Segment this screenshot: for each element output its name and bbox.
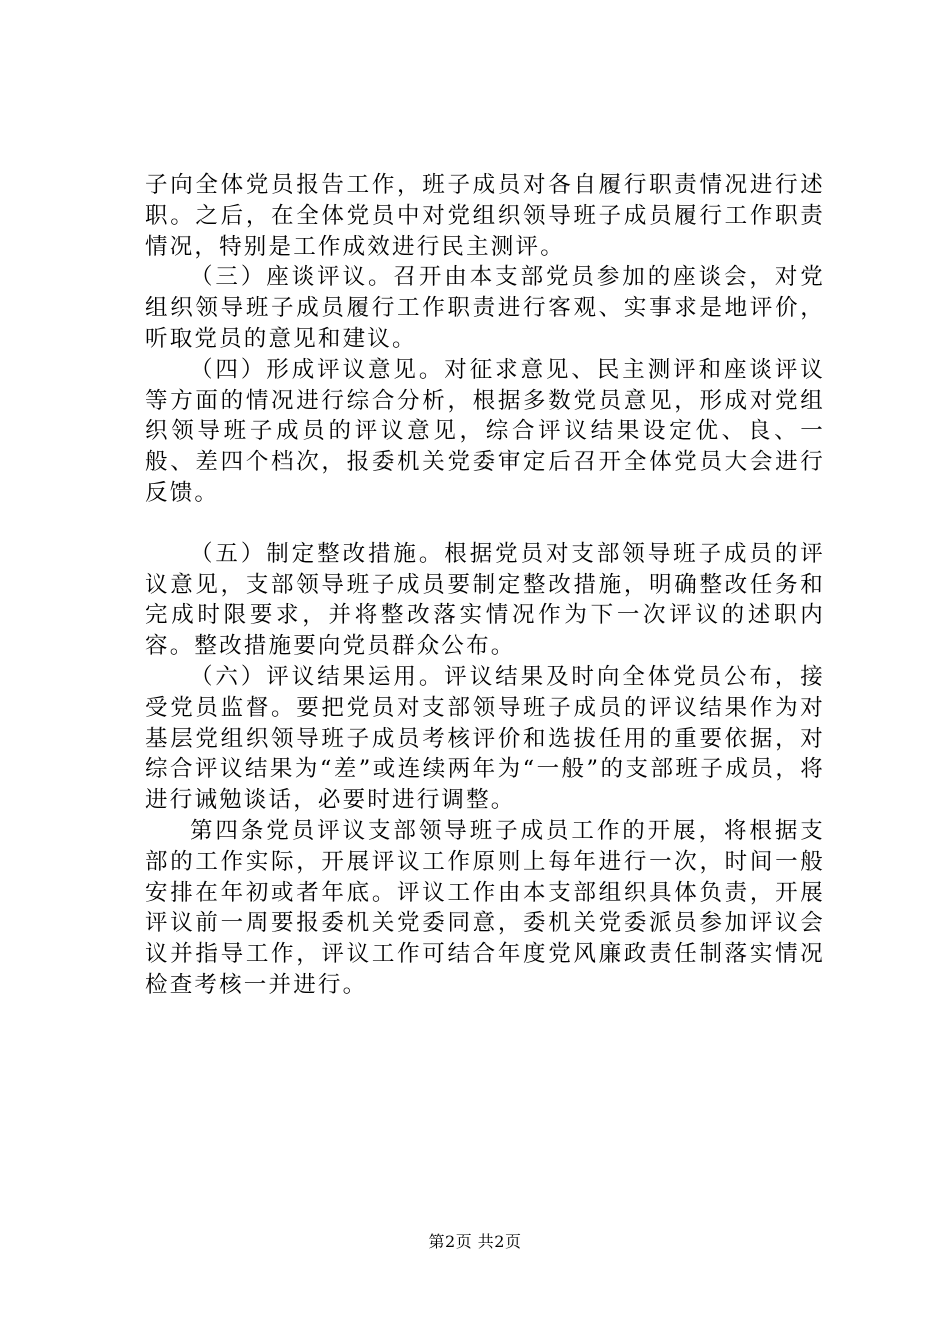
document-body <box>145 170 825 1001</box>
paragraph-article-4: 第四条党员评议支部领导班子成员工作的开展，将根据支部的工作实际，开展评议工作原则上每年进行一次，时间一般安排在年初或者年底。评议工作由本支部组织具体负责，开展评议前一周要报委机关党委同意，委机关党委派员参加评议会议并指导工作，评议工作可结合年度党风廉政责任制落实情况检查考核一并进行。 <box>145 817 825 998</box>
paragraph-continuation: 子向全体党员报告工作，班子成员对各自履行职责情况进行述职。之后，在全体党员中对党组织领导班子成员履行工作职责情况，特别是工作成效进行民主测评。 <box>145 172 825 260</box>
paragraph-item-5: （五）制定整改措施。根据党员对支部领导班子成员的评议意见，支部领导班子成员要制定整改措施，明确整改任务和完成时限要求，并将整改落实情况作为下一次评议的述职内容。整改措施要向党员群众公布。 <box>145 540 825 660</box>
paragraph-gap <box>145 509 825 539</box>
paragraph-item-4: （四）形成评议意见。对征求意见、民主测评和座谈评议等方面的情况进行综合分析，根据多数党员意见，形成对党组织领导班子成员的评议意见，综合评议结果设定优、良、一般、差四个档次，报委机关党委审定后召开全体党员大会进行反馈。 <box>145 356 825 506</box>
paragraph-item-6: （六）评议结果运用。评议结果及时向全体党员公布，接受党员监督。要把党员对支部领导班子成员的评议结果作为对基层党组织领导班子成员考核评价和选拔任用的重要依据，对综合评议结果为“差”或连续两年为“一般”的支部班子成员，将进行诫勉谈话，必要时进行调整。 <box>145 663 825 814</box>
paragraph-item-3: （三）座谈评议。召开由本支部党员参加的座谈会，对党组织领导班子成员履行工作职责进行客观、实事求是地评价，听取党员的意见和建议。 <box>145 264 825 352</box>
page-number-footer: 第2页 共2页 <box>428 1232 522 1251</box>
